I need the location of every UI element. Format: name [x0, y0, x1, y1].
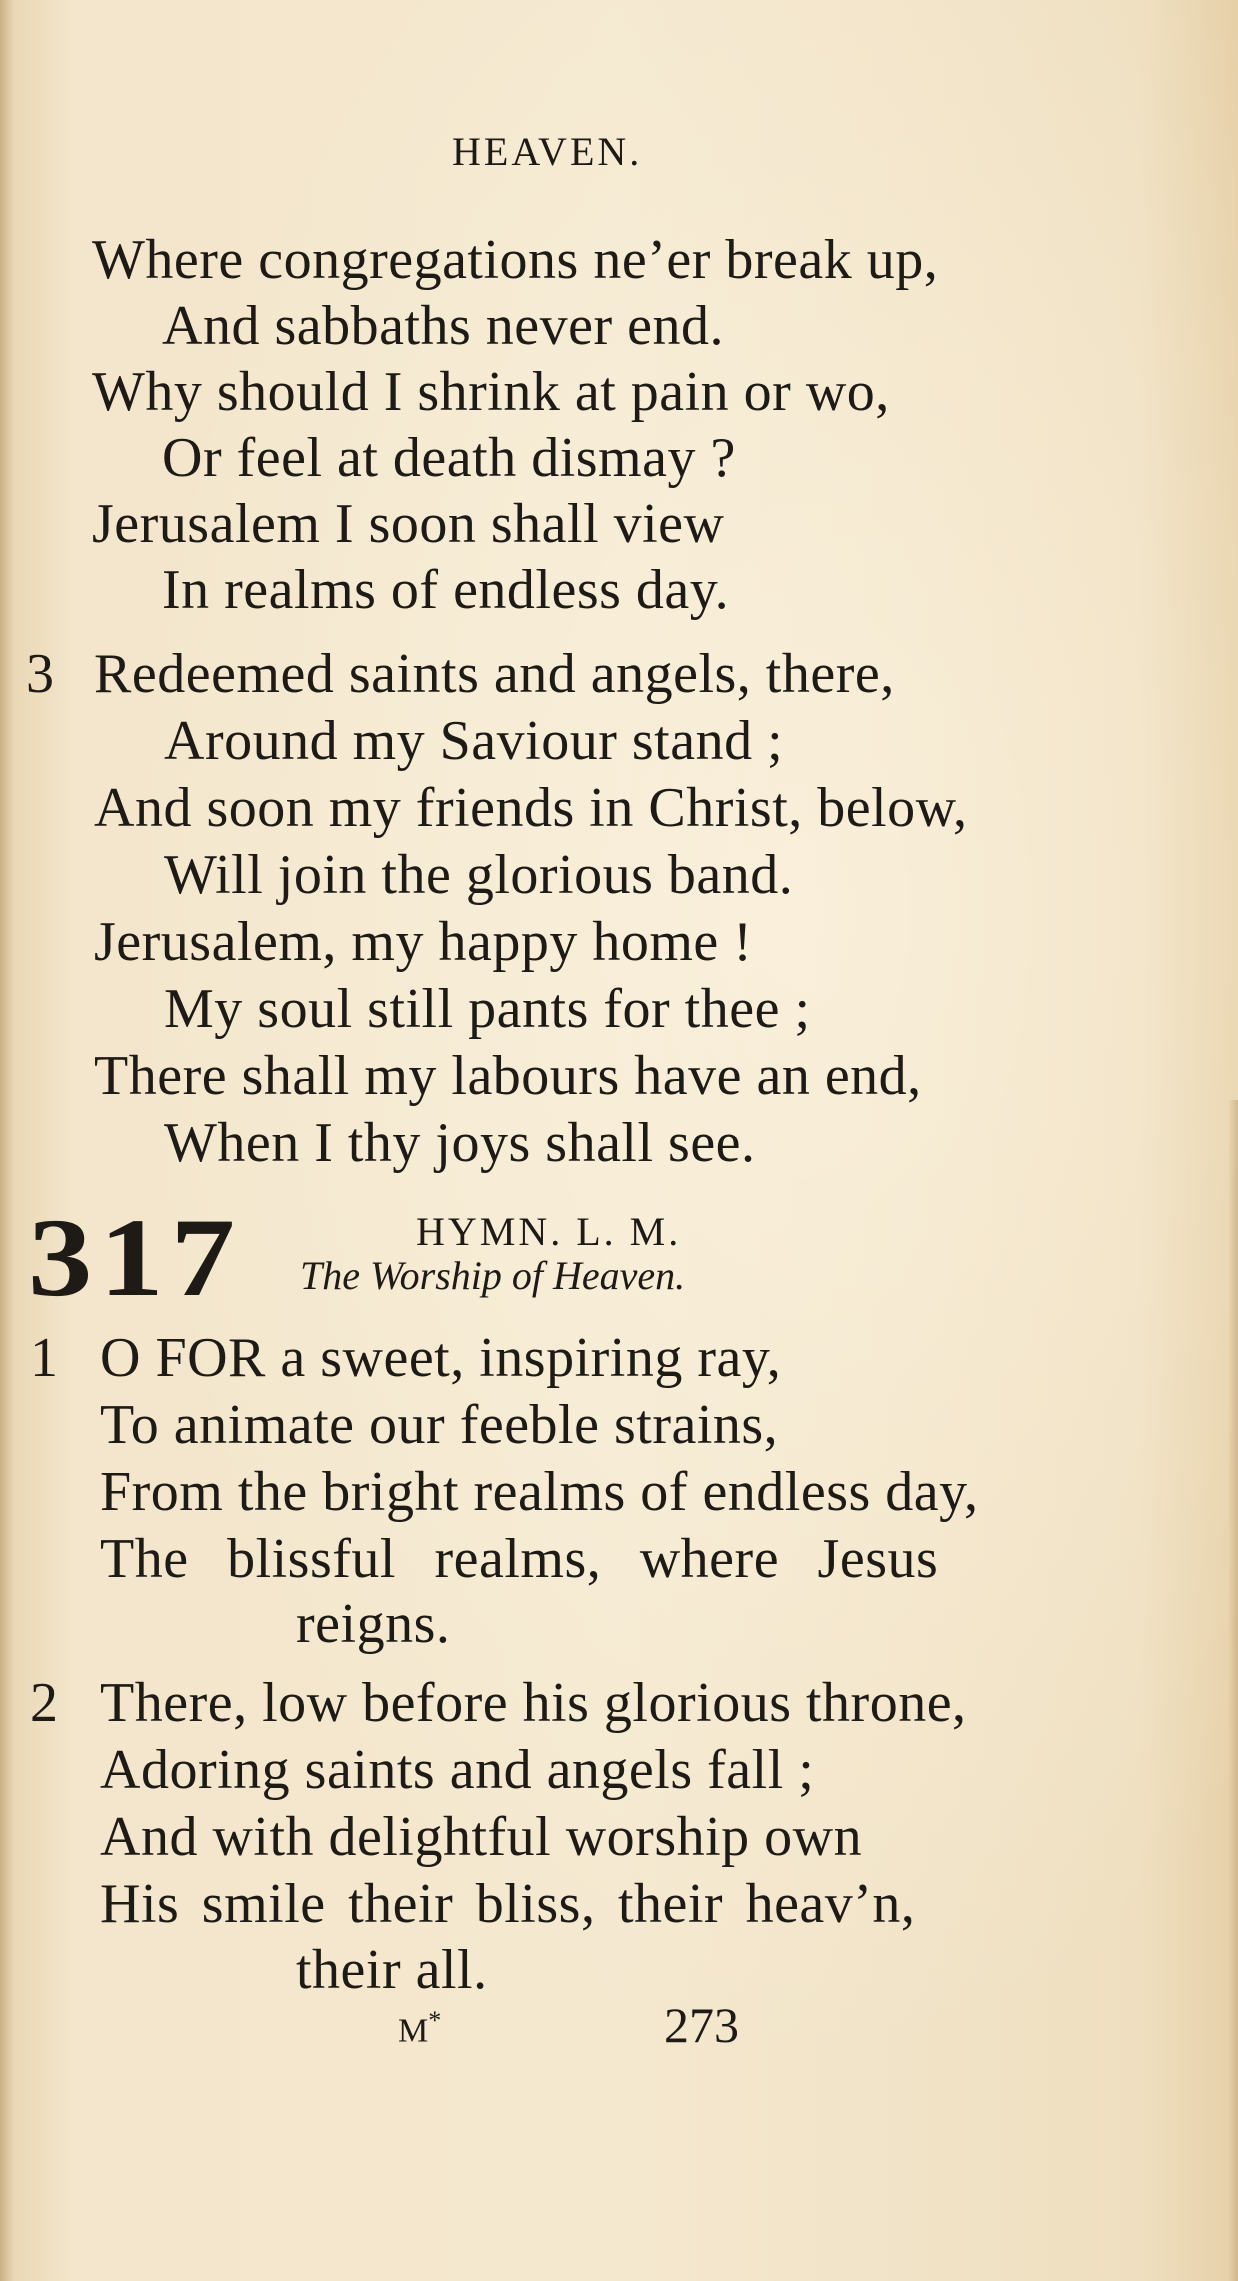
verse-line: There, low before his glorious throne,: [100, 1672, 967, 1734]
verse-line: My soul still pants for thee ;: [164, 978, 811, 1040]
verse-line: Jerusalem, my happy home !: [94, 911, 753, 973]
stanza-number: 2: [30, 1672, 58, 1734]
verse-line: their all.: [296, 1939, 488, 2001]
signature-letter: M: [398, 2012, 429, 2050]
hymn-heading: HYMN. L. M.: [416, 1209, 682, 1254]
signature-asterisk: *: [428, 2006, 442, 2035]
page-number: 273: [664, 1997, 739, 2053]
verse-line: The blissful realms, where Jesus: [100, 1528, 939, 1590]
page-edge-right: [1228, 1100, 1238, 2281]
hymn-number: 317: [28, 1196, 242, 1320]
verse-line: In realms of endless day.: [162, 559, 730, 621]
verse-line: reigns.: [296, 1593, 451, 1655]
verse-line: O FOR a sweet, inspiring ray,: [100, 1327, 782, 1389]
verse-line: To animate our feeble strains,: [100, 1394, 779, 1456]
hymn-subtitle: The Worship of Heaven.: [300, 1253, 686, 1298]
verse-line: From the bright realms of endless day,: [100, 1461, 979, 1523]
verse-line: Why should I shrink at pain or wo,: [92, 361, 890, 423]
stanza-number: 3: [26, 643, 54, 705]
verse-line: When I thy joys shall see.: [164, 1112, 756, 1174]
page-edge-left: [0, 0, 14, 2281]
verse-line: And soon my friends in Christ, below,: [94, 777, 968, 839]
verse-line: Adoring saints and angels fall ;: [100, 1739, 815, 1801]
verse-line: And with delightful worship own: [100, 1806, 863, 1868]
verse-line: There shall my labours have an end,: [94, 1045, 922, 1107]
running-head: HEAVEN.: [452, 129, 643, 174]
verse-line: Around my Saviour stand ;: [164, 710, 784, 772]
stanza-number: 1: [30, 1327, 58, 1389]
verse-line: And sabbaths never end.: [162, 295, 725, 357]
verse-line: Or feel at death dismay ?: [162, 427, 736, 489]
verse-line: Will join the glorious band.: [164, 844, 794, 906]
verse-line: Jerusalem I soon shall view: [92, 493, 725, 555]
verse-line: Redeemed saints and angels, there,: [94, 643, 895, 705]
verse-line: Where congregations ne’er break up,: [92, 229, 939, 291]
signature-mark: [398, 2008, 441, 2048]
verse-line: His smile their bliss, their heav’n,: [100, 1873, 916, 1935]
